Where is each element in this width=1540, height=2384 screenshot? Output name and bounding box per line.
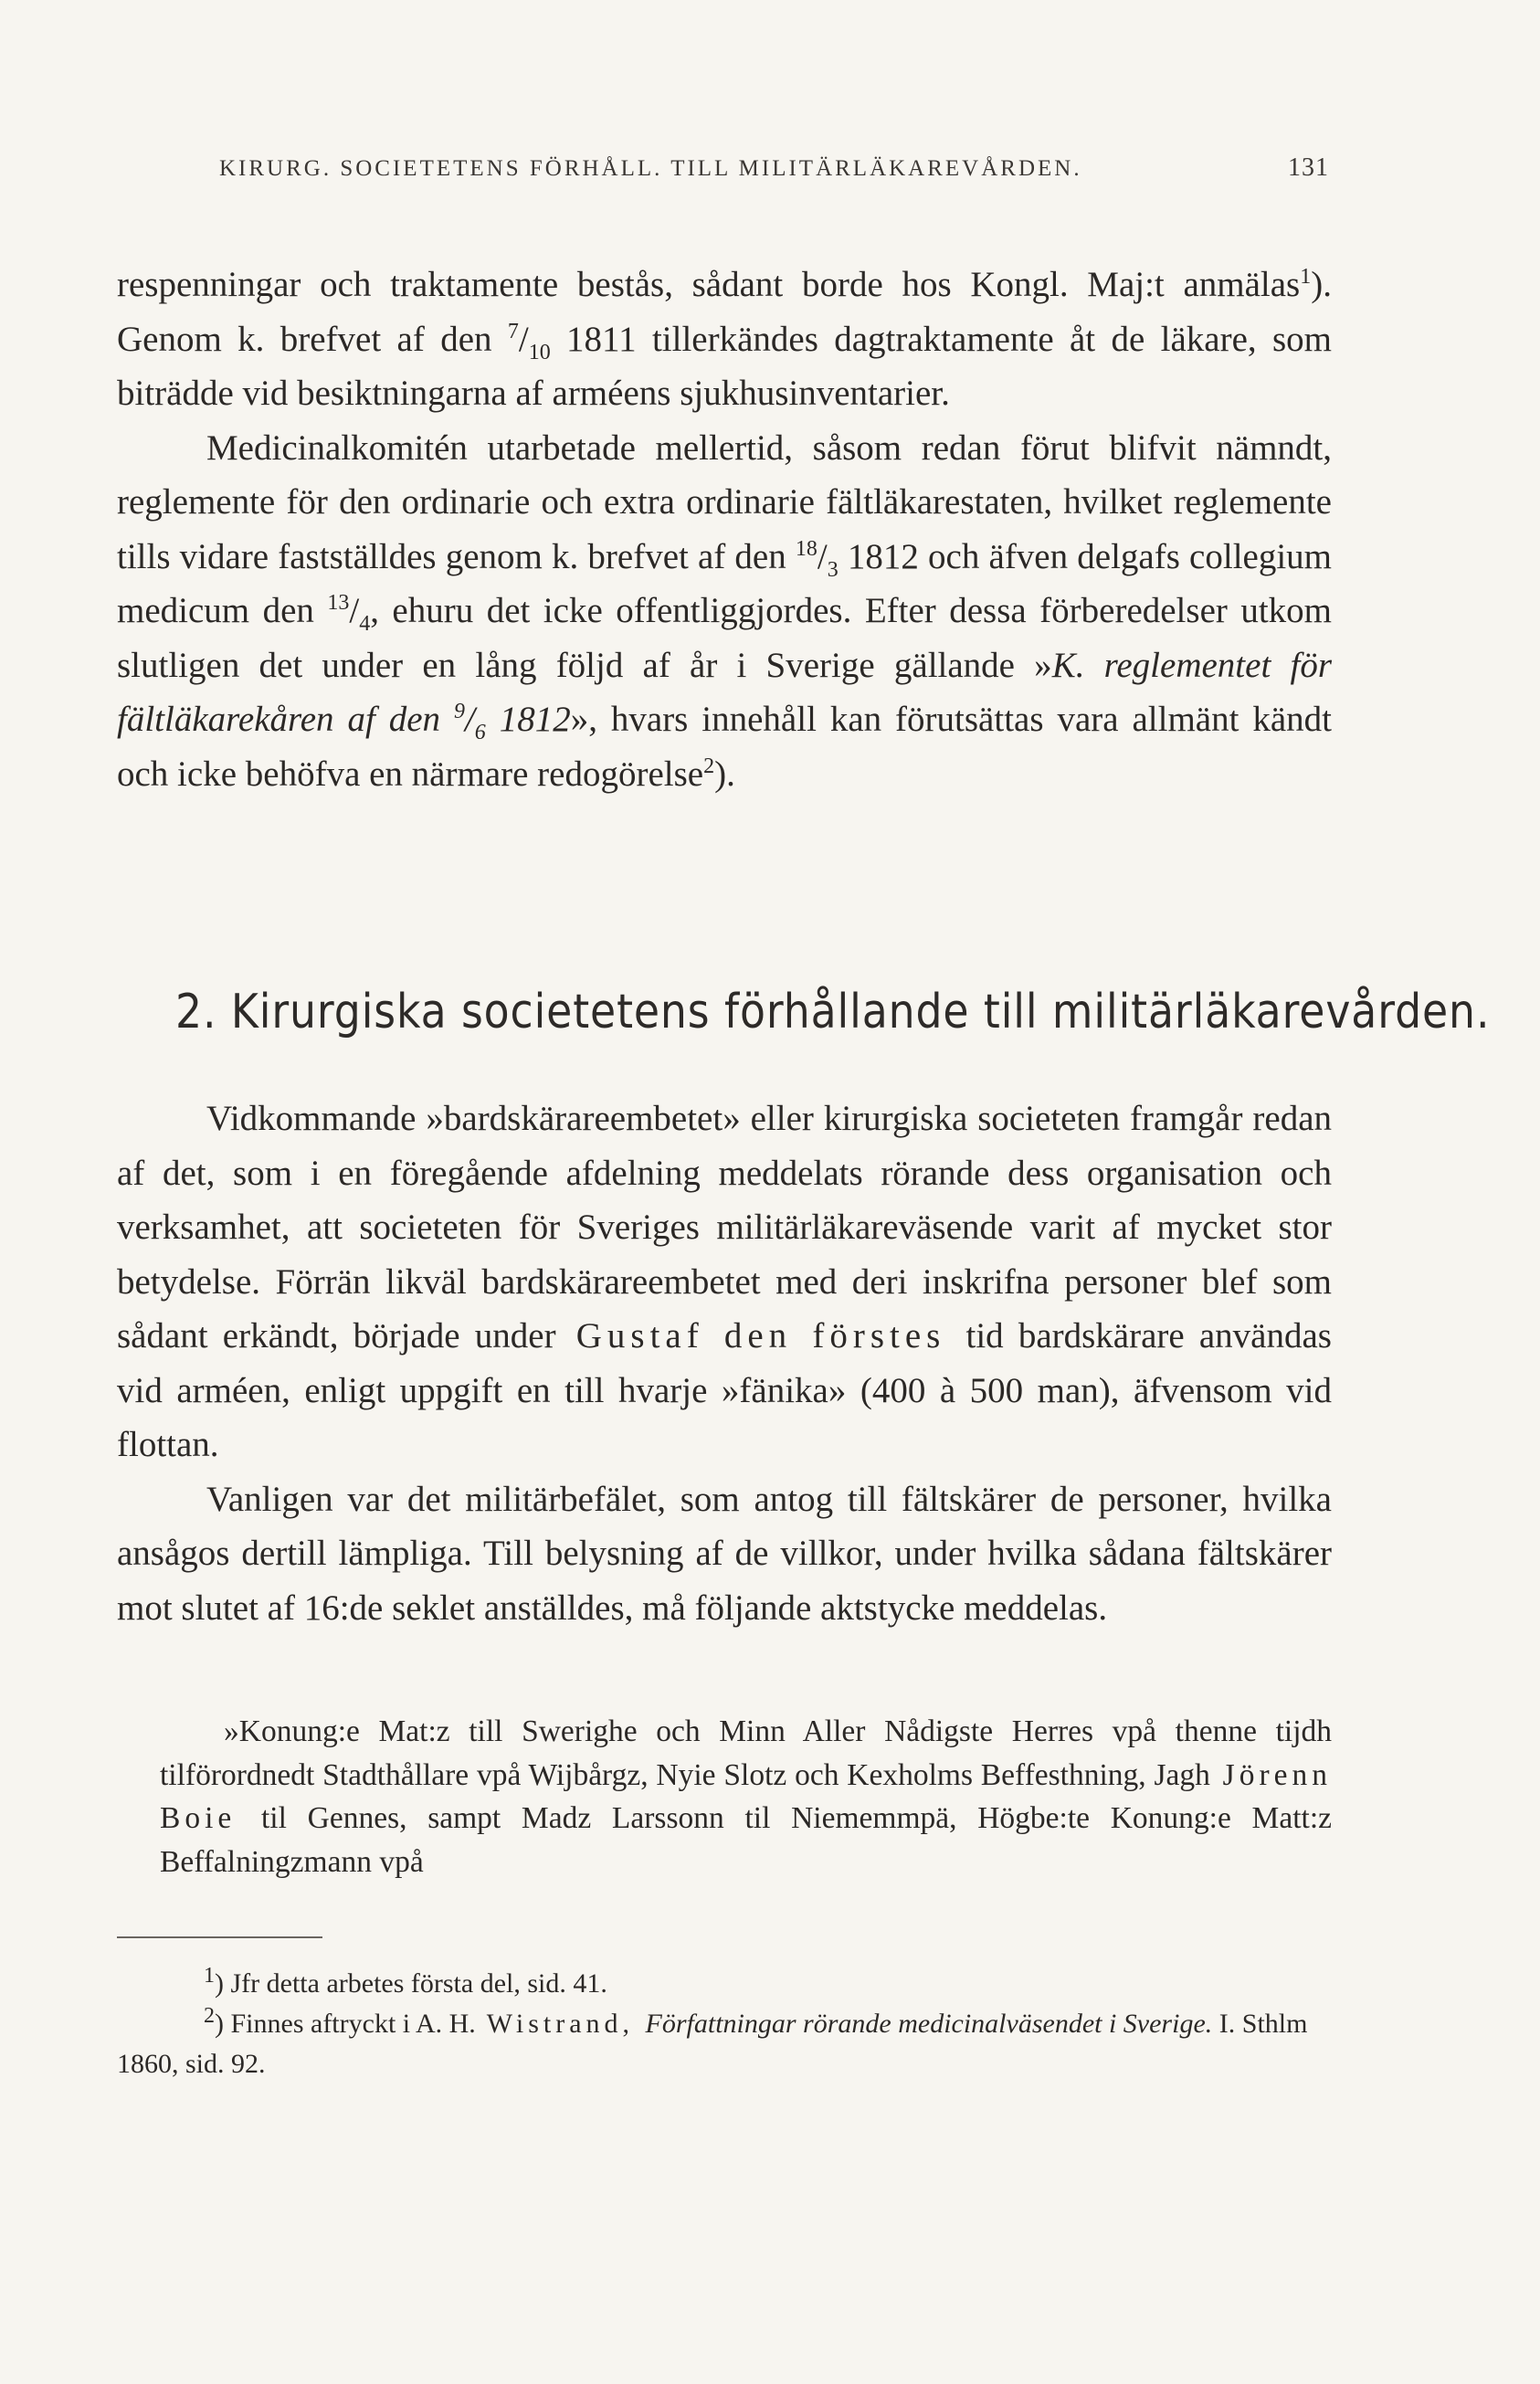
footnote-marker: 2 xyxy=(204,2004,215,2028)
footnote-ref-2: 2 xyxy=(703,754,715,778)
quote-text-b: til Gennes, sampt Madz Larssonn til Niememmpä, Högbe:te Konung:e Matt:z Beffalningzmann vpå xyxy=(160,1801,1332,1879)
paragraph-3-text-a: Vidkommande »bardskärareembetet» eller kirurgiska societeten framgår redan af det, som i en föregående afdelning meddelats rörande dess organisation och verksamhet, att societeten för Sveriges militärläkareväsende varit af mycket stor betydelse. Förrän likväl bardskärareembetet med deri inskrifna personer blef som sådant erkändt, började under xyxy=(117,1099,1332,1356)
date-separator: / xyxy=(518,319,529,359)
person-name: Gustaf den förstes xyxy=(555,1316,966,1356)
footnote-text: ) Jfr detta arbetes första del, sid. 41. xyxy=(215,1968,607,1999)
footnote-divider xyxy=(117,1936,322,1938)
paragraph-4 xyxy=(117,1472,1332,1636)
paragraph-2 xyxy=(117,421,1332,802)
paragraph-1-text-a: respenningar och traktamente bestås, sådant borde hos Kongl. Maj:t anmälas xyxy=(117,265,1301,304)
footnote-marker: 1 xyxy=(204,1964,215,1988)
date-denominator: 4 xyxy=(359,611,371,636)
paragraph-1-text-b: ). Genom k. brefvet af den xyxy=(117,265,1332,359)
paragraph-3-text-b: tid bardskärare användas vid arméen, enligt uppgift en till hvarje »fänika» (400 à 500 man), äfvensom vid flottan. xyxy=(117,1316,1332,1464)
date-denominator: 3 xyxy=(827,557,839,582)
paragraph-1 xyxy=(117,258,1332,421)
regulation-title: K. reglementet för fältläkarekåren af den xyxy=(117,645,1332,739)
paragraph-2-text-d: », hvars innehåll kan förutsättas vara allmänt kändt och icke behöfva en närmare redogörelse xyxy=(117,700,1332,794)
quoted-document xyxy=(160,1710,1332,1883)
paragraph-2-text-b: 1812 och äfven delgafs collegium medicum den xyxy=(117,536,1333,630)
date-separator: / xyxy=(817,536,828,576)
date-denominator: 10 xyxy=(528,340,551,364)
footnote-2 xyxy=(117,2004,1332,2084)
paragraph-2-text-c: , ehuru det icke offentliggjordes. Efter dessa förberedelser utkom slutligen det under en lång följd af år i Sverige gällande » xyxy=(117,591,1333,685)
date-numerator: 9 xyxy=(453,700,465,723)
date-denominator: 6 xyxy=(474,720,486,744)
paragraph-4-text: Vanligen var det militärbefälet, som antog till fältskärer de personer, hvilka ansågos dertill lämpliga. Till belysning af de villkor, under hvilka sådana fältskärer mot slutet af 16:de seklet anställdes, må följande aktstycke meddelas. xyxy=(117,1479,1332,1628)
paragraph-2-text-a: Medicinalkomitén utarbetade mellertid, såsom redan förut blifvit nämndt, reglemente för den ordinarie och extra ordinarie fältläkarestaten, hvilket reglemente tills vidare fastställdes genom k. brefvet af den xyxy=(117,427,1332,576)
person-name: Jörenn Boie xyxy=(160,1757,1332,1835)
paragraph-3 xyxy=(117,1092,1332,1472)
quote-text-a: »Konung:e Mat:z till Swerighe och Minn Aller Nådigste Herres vpå thenne tijdh tilförordnedt Stadthållare vpå Wijbårgz, Nyie Slotz och Kexholms Beffesthning, Jagh xyxy=(160,1714,1332,1792)
paragraph-1-text-c: 1811 tillerkändes dagtraktamente åt de läkare, som biträdde vid besiktningarna af arméens sjukhusinventarier. xyxy=(117,319,1332,413)
footnotes xyxy=(117,1964,1332,2084)
footnote-ref-1: 1 xyxy=(1300,265,1312,289)
date-numerator: 13 xyxy=(327,591,350,615)
regulation-year: 1812 xyxy=(485,700,571,739)
date-numerator: 7 xyxy=(507,319,519,343)
running-head xyxy=(219,153,1329,183)
page-number: 131 xyxy=(1288,153,1329,182)
author-name: Wistrand, xyxy=(475,2009,646,2039)
footnote-text: I. Sthlm 1860, sid. 92. xyxy=(117,2009,1308,2079)
date-numerator: 18 xyxy=(795,536,817,561)
work-title: Författningar rörande medicinalväsendet i Sverige. xyxy=(645,2009,1213,2039)
running-head-title: KIRURG. SOCIETETENS FÖRHÅLL. TILL MILITÄRLÄKAREVÅRDEN. xyxy=(219,156,1082,181)
section-heading: 2. Kirurgiska societetens förhållande till militärläkarevården. xyxy=(175,985,1491,1039)
paragraph-2-text-e: ). xyxy=(714,754,735,794)
footnote-1 xyxy=(117,1964,1332,2004)
body-text-top xyxy=(117,258,1332,801)
date-separator: / xyxy=(464,700,475,739)
footnote-text: ) Finnes aftryckt i A. H. xyxy=(215,2009,476,2039)
date-separator: / xyxy=(349,591,360,630)
body-text-bottom xyxy=(117,1092,1332,1635)
